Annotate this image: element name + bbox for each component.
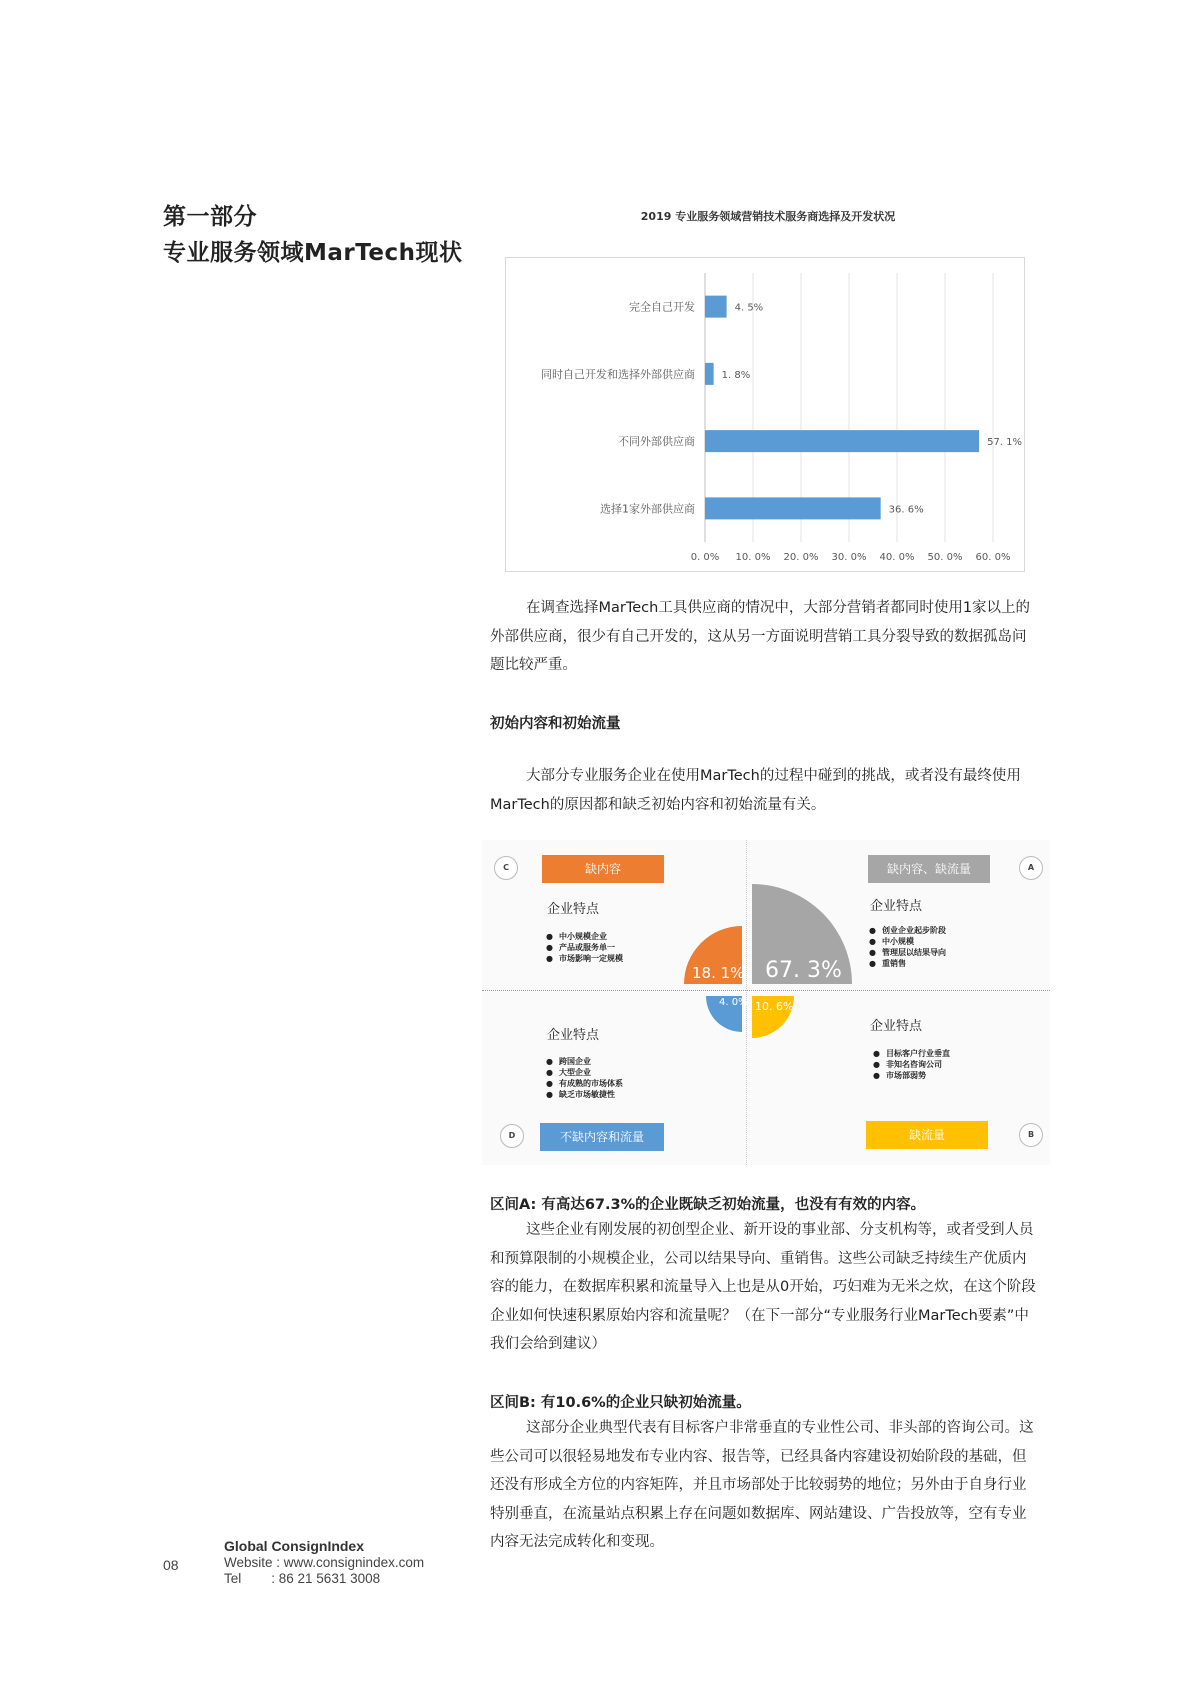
list-item: ● 中小规模企业 (559, 931, 623, 942)
list-item: ● 管理层以结果导向 (882, 947, 946, 958)
footer-company: Global ConsignIndex (224, 1538, 365, 1554)
list-item: ● 中小规模 (882, 936, 946, 947)
section-a-heading: 区间A: 有高达67.3%的企业既缺乏初始流量，也没有有效的内容。 (490, 1197, 926, 1213)
quadrant-a-tag: 缺内容、缺流量 (868, 855, 990, 883)
bar (705, 497, 881, 519)
bar (705, 363, 714, 385)
list-item: ● 重销售 (882, 958, 946, 969)
x-tick-label: 10. 0% (735, 552, 771, 563)
section-b-body-text: 这部分企业典型代表有目标客户非常垂直的专业性公司、非头部的咨询公司。这些公司可以很轻易地发布专业内容、报告等，已经具备内容建设初始阶段的基础，但还没有形成全方位的内容矩阵，并且市场部处于比较弱势的地位；另外由于自身行业特别垂直，在流量站点积累上存在问题如数据库、网站建设、广告投放等，空有专业内容无法完成转化和变现。 (490, 1420, 1034, 1550)
bar (705, 296, 727, 318)
footer-tel: Tel : 86 21 5631 3008 (224, 1571, 381, 1586)
data-label: 36. 6% (888, 504, 924, 516)
x-tick-label: 40. 0% (879, 552, 915, 563)
value-C: 18. 1% (692, 964, 745, 982)
quadrant-a-list (868, 925, 946, 969)
list-item: ● 市场影响一定规模 (559, 953, 623, 964)
section-b-body (490, 1414, 1038, 1557)
list-item: ● 市场部弱势 (886, 1070, 950, 1081)
quadrant-d-marker: D (500, 1124, 524, 1148)
list-item: ● 产品或服务单一 (559, 942, 623, 953)
list-item: ● 大型企业 (559, 1067, 623, 1078)
list-item: ● 缺乏市场敏捷性 (559, 1089, 623, 1100)
intro-paragraph-text: 在调查选择MarTech工具供应商的情况中，大部分营销者都同时使用1家以上的外部供应商，很少有自己开发的，这从另一方面说明营销工具分裂导致的数据孤岛问题比较严重。 (490, 600, 1031, 673)
category-label: 不同外部供应商 (618, 435, 695, 449)
page-number: 08 (163, 1557, 179, 1573)
footer-website: Website : www.consignindex.com (224, 1555, 425, 1570)
quadrant-diagram (482, 840, 1050, 1165)
x-tick-label: 0. 0% (690, 552, 720, 563)
data-label: 57. 1% (987, 437, 1023, 449)
quadrant-d-label: 企业特点 (547, 1028, 600, 1043)
quadrant-c-label: 企业特点 (547, 902, 600, 917)
section-a-body-text: 这些企业有刚发展的初创型企业、新开设的事业部、分支机构等，或者受到人员和预算限制的小规模企业，公司以结果导向、重销售。这些公司缺乏持续生产优质内容的能力，在数据库积累和流量导入上也是从0开始，巧妇难为无米之炊，在这个阶段企业如何快速积累原始内容和流量呢？（在下一部分“专业服务行业MarTech要素”中我们会给到建议） (490, 1222, 1036, 1352)
quadrant-d-tag: 不缺内容和流量 (540, 1123, 664, 1151)
challenge-paragraph (490, 762, 1038, 819)
intro-paragraph (490, 594, 1038, 680)
category-label: 选择1家外部供应商 (600, 502, 695, 516)
quadrant-a-marker: A (1019, 856, 1043, 880)
value-D: 4. 0% (719, 997, 748, 1008)
quadrant-c-tag: 缺内容 (542, 855, 664, 883)
data-label: 4. 5% (734, 302, 764, 314)
quadrant-c-list (545, 931, 623, 964)
bar-chart (505, 257, 1025, 572)
data-label: 1. 8% (721, 369, 751, 381)
x-tick-label: 60. 0% (975, 552, 1011, 563)
bar (705, 430, 979, 452)
section-b-heading: 区间B: 有10.6%的企业只缺初始流量。 (490, 1395, 751, 1411)
list-item: ● 创业企业起步阶段 (882, 925, 946, 936)
value-A: 67. 3% (765, 958, 842, 983)
chart-frame (506, 258, 1025, 572)
chart-title: 2019 专业服务领域营销技术服务商选择及开发状况 (640, 210, 896, 223)
quadrant-b-tag: 缺流量 (866, 1121, 988, 1149)
x-tick-label: 50. 0% (927, 552, 963, 563)
x-tick-label: 30. 0% (831, 552, 867, 563)
quadrant-b-marker: B (1019, 1123, 1043, 1147)
list-item: ● 非知名咨询公司 (886, 1059, 950, 1070)
list-item: ● 有成熟的市场体系 (559, 1078, 623, 1089)
quadrant-b-list (872, 1048, 950, 1081)
list-item: ● 跨国企业 (559, 1056, 623, 1067)
list-item: ● 目标客户行业垂直 (886, 1048, 950, 1059)
challenge-paragraph-text: 大部分专业服务企业在使用MarTech的过程中碰到的挑战，或者没有最终使用MarTech的原因都和缺乏初始内容和初始流量有关。 (490, 768, 1021, 813)
section-label: 第一部分 (163, 204, 257, 230)
quadrant-a-label: 企业特点 (870, 899, 923, 914)
category-label: 同时自己开发和选择外部供应商 (541, 367, 695, 381)
subheading: 初始内容和初始流量 (490, 716, 621, 732)
category-label: 完全自己开发 (629, 300, 695, 314)
value-B: 10. 6% (755, 1000, 794, 1013)
quadrant-c-marker: C (494, 856, 518, 880)
quadrant-b-label: 企业特点 (870, 1019, 923, 1034)
section-title: 专业服务领域MarTech现状 (163, 240, 463, 266)
x-tick-label: 20. 0% (783, 552, 819, 563)
quadrant-d-list (545, 1056, 623, 1100)
section-a-body (490, 1216, 1038, 1359)
